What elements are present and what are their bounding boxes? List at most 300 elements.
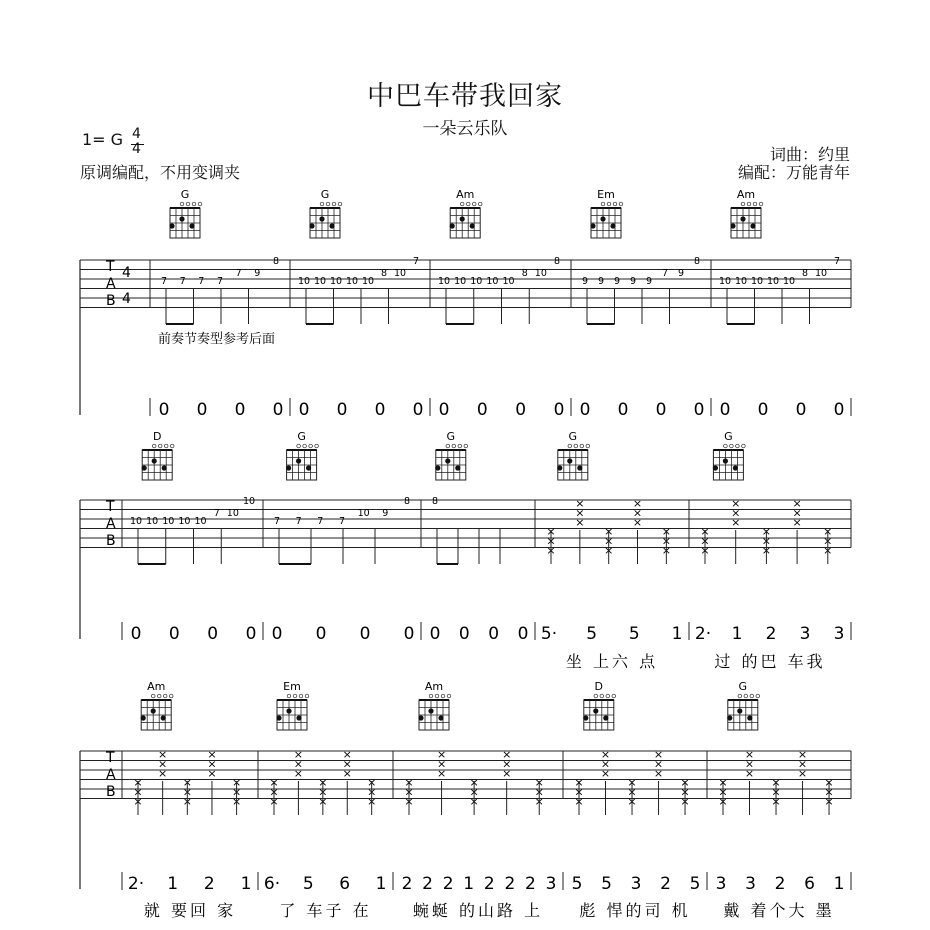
strum-cross: ×	[661, 525, 671, 538]
tab-fret-number: 7	[661, 268, 669, 279]
strum-cross: ×	[792, 506, 802, 520]
tab-fret-number: 10	[194, 516, 207, 527]
numbered-note: 3	[833, 624, 845, 644]
numbered-note: 0	[412, 400, 424, 420]
tab-fret-number: 10	[361, 276, 375, 287]
strum-cross: ×	[293, 748, 304, 761]
tab-fret-number: 10	[486, 276, 499, 287]
strum-cross: ×	[293, 767, 304, 780]
tab-fret-number: 10	[313, 276, 327, 287]
numbered-note: 0	[315, 624, 327, 644]
artist-name: 一朵云乐队	[422, 119, 508, 139]
chord-name: D	[152, 430, 162, 443]
open-string-marker	[458, 444, 462, 448]
open-string-marker	[315, 444, 319, 448]
strum-cross: ×	[469, 776, 479, 789]
open-string-marker	[464, 444, 468, 448]
strum-cross: ×	[207, 767, 217, 780]
open-string-marker	[157, 694, 161, 698]
chord-finger-dot	[470, 223, 475, 228]
strum-cross: ×	[600, 767, 611, 780]
strum-cross: ×	[718, 785, 728, 799]
strum-cross: ×	[546, 544, 556, 557]
chord-name: Am	[147, 680, 166, 693]
tab-fret-number: 10	[242, 496, 256, 507]
open-string-marker	[326, 202, 330, 206]
open-string-marker	[607, 202, 611, 206]
tab-fret-number: 10	[129, 516, 143, 527]
lyric-line: 坐 上六 点	[565, 652, 659, 671]
chord-finger-dot	[603, 715, 608, 720]
numbered-note: 0	[196, 400, 208, 420]
numbered-note: 1	[375, 874, 387, 894]
strum-cross: ×	[731, 516, 741, 529]
tab-fret-number: 7	[338, 516, 346, 527]
strum-cross: ×	[731, 497, 741, 510]
strum-cross: ×	[600, 748, 611, 761]
strum-cross: ×	[632, 516, 643, 529]
strum-cross: ×	[604, 544, 614, 557]
strum-cross: ×	[133, 776, 143, 789]
tab-fret-number: 7	[295, 516, 302, 527]
numbered-note: 5·	[540, 624, 558, 644]
chord-finger-dot	[179, 216, 184, 221]
numbered-note: 0	[272, 400, 284, 420]
numbered-note: 0	[719, 400, 731, 420]
tab-fret-number: 7	[179, 276, 186, 287]
chord-name: Em	[283, 680, 301, 693]
numbered-note: 0	[517, 624, 529, 644]
numbered-note: 2	[525, 874, 536, 894]
tab-fret-number: 9	[254, 268, 261, 279]
chord-finger-dot	[590, 223, 595, 228]
strum-cross: ×	[133, 795, 143, 808]
chord-finger-dot	[329, 223, 334, 228]
chord-finger-dot	[309, 223, 314, 228]
tab-fret-number: 9	[677, 268, 685, 279]
chord-finger-dot	[286, 708, 291, 713]
tab-fret-number: 10	[162, 516, 175, 527]
tab-fret-number: 9	[382, 508, 389, 519]
numbered-note: 0	[429, 624, 441, 644]
numbered-note: 2	[401, 874, 413, 894]
strum-cross: ×	[680, 795, 690, 808]
tab-fret-number: 10	[814, 268, 828, 279]
open-string-marker	[750, 694, 754, 698]
strum-cross: ×	[627, 795, 637, 808]
chord-finger-dot	[460, 216, 465, 221]
numbered-note: 2	[442, 874, 454, 894]
tab-clef-letter: A	[106, 516, 116, 532]
numbered-note: 2	[483, 874, 495, 894]
tab-fret-number: 10	[534, 268, 547, 279]
strum-cross: ×	[269, 785, 279, 799]
open-string-marker	[435, 694, 439, 698]
chord-finger-dot	[152, 458, 157, 463]
strum-cross: ×	[502, 748, 512, 761]
strum-cross: ×	[771, 795, 781, 808]
strum-cross: ×	[718, 776, 728, 789]
chord-finger-dot	[169, 223, 174, 228]
numbered-note: 0	[374, 400, 386, 420]
key-signature: 1= G	[82, 130, 124, 149]
tab-fret-number: 10	[297, 276, 311, 287]
tab-fret-number: 10	[766, 276, 780, 287]
open-string-marker	[738, 694, 742, 698]
tab-fret-number: 10	[470, 276, 483, 287]
chord-finger-dot	[733, 465, 738, 470]
strum-cross: ×	[680, 785, 690, 799]
strum-cross: ×	[436, 757, 447, 771]
tab-fret-number: 8	[693, 256, 701, 267]
chord-finger-dot	[593, 708, 598, 713]
open-string-marker	[741, 202, 745, 206]
open-string-marker	[613, 202, 617, 206]
strum-cross: ×	[744, 757, 755, 771]
chord-name: G	[297, 430, 306, 443]
strum-cross: ×	[404, 776, 414, 789]
strum-cross: ×	[158, 767, 168, 780]
numbered-note: 5	[601, 874, 612, 894]
open-string-marker	[158, 444, 162, 448]
numbered-note: 0	[833, 400, 845, 420]
tab-fret-number: 10	[718, 276, 732, 287]
strum-cross: ×	[575, 506, 585, 520]
strum-cross: ×	[231, 795, 242, 808]
tab-fret-number: 10	[750, 276, 764, 287]
open-string-marker	[756, 694, 760, 698]
strum-cross: ×	[469, 795, 479, 808]
numbered-note: 0	[476, 400, 488, 420]
chord-finger-dot	[296, 715, 301, 720]
strum-cross: ×	[823, 525, 833, 538]
strum-cross: ×	[546, 525, 556, 538]
strum-cross: ×	[600, 757, 611, 771]
strum-cross: ×	[534, 785, 544, 799]
chord-name: G	[738, 680, 748, 693]
chord-name: Am	[456, 188, 475, 201]
numbered-note: 0	[488, 624, 500, 644]
tab-fret-number: 8	[380, 268, 388, 279]
tab-fret-number: 8	[553, 256, 561, 267]
tab-clef-letter: T	[106, 750, 115, 766]
strum-cross: ×	[700, 525, 710, 538]
strum-cross: ×	[653, 757, 664, 771]
tab-time-denominator: 4	[122, 291, 131, 307]
strum-cross: ×	[574, 785, 584, 799]
strum-cross: ×	[574, 776, 584, 789]
strum-cross: ×	[133, 785, 143, 799]
chord-finger-dot	[740, 216, 745, 221]
strum-cross: ×	[502, 757, 512, 771]
strum-cross: ×	[269, 776, 279, 789]
tab-fret-number: 7	[160, 276, 168, 287]
lyric-line: 戴 着个大 墨	[723, 901, 835, 920]
strum-cross: ×	[824, 785, 834, 799]
numbered-note: 1	[731, 624, 743, 644]
numbered-note: 0	[158, 400, 170, 420]
open-string-marker	[619, 202, 623, 206]
numbered-note: 6	[804, 874, 815, 894]
song-title: 中巴车带我回家	[367, 81, 563, 112]
tab-fret-number: 10	[437, 276, 451, 287]
chord-finger-dot	[723, 458, 728, 463]
lyrics-music-credit: 词曲：约里	[769, 145, 850, 164]
open-string-marker	[472, 202, 476, 206]
strum-cross: ×	[661, 544, 671, 557]
strum-cross: ×	[575, 516, 585, 529]
numbered-note: 2	[203, 874, 215, 894]
chord-finger-dot	[435, 465, 440, 470]
strum-cross: ×	[632, 497, 643, 510]
tab-time-numerator: 4	[122, 265, 131, 281]
tab-fret-number: 10	[329, 276, 343, 287]
tab-fret-number: 9	[629, 276, 637, 287]
lyric-line: 蜿蜒 的山路 上	[412, 901, 544, 920]
open-string-marker	[152, 444, 156, 448]
tab-fret-number: 8	[431, 496, 439, 507]
numbered-note: 0	[298, 400, 310, 420]
chord-finger-dot	[319, 216, 324, 221]
chord-name: Am	[736, 188, 756, 201]
tab-clef-letter: T	[106, 499, 115, 515]
chord-name: Am	[424, 680, 444, 693]
tab-fret-number: 9	[613, 276, 621, 287]
strum-cross: ×	[318, 776, 328, 789]
strum-cross: ×	[182, 795, 192, 808]
numbered-note: 5	[689, 874, 701, 894]
open-string-marker	[753, 202, 757, 206]
chord-finger-dot	[567, 458, 572, 463]
strum-cross: ×	[574, 795, 584, 808]
strum-cross: ×	[744, 767, 755, 780]
open-string-marker	[441, 694, 445, 698]
strum-cross: ×	[231, 776, 242, 789]
numbered-note: 3	[745, 874, 756, 894]
open-string-marker	[742, 444, 746, 448]
strum-cross: ×	[404, 785, 414, 799]
open-string-marker	[429, 694, 433, 698]
chord-finger-dot	[727, 715, 732, 720]
open-string-marker	[293, 694, 297, 698]
open-string-marker	[170, 444, 174, 448]
numbered-note: 5	[586, 624, 598, 644]
open-string-marker	[568, 444, 572, 448]
numbered-note: 2	[774, 874, 786, 894]
chord-name: D	[594, 680, 604, 693]
strum-cross: ×	[604, 525, 614, 538]
open-string-marker	[180, 202, 184, 206]
strum-cross: ×	[293, 757, 304, 771]
strum-cross: ×	[367, 795, 377, 808]
numbered-note: 0	[757, 400, 769, 420]
strum-cross: ×	[824, 776, 834, 789]
tab-fret-number: 7	[412, 256, 420, 267]
chord-finger-dot	[583, 715, 588, 720]
strum-cross: ×	[661, 534, 671, 548]
tab-fret-number: 10	[502, 276, 515, 287]
numbered-note: 0	[515, 400, 527, 420]
open-string-marker	[606, 694, 610, 698]
numbered-note: 6·	[263, 874, 281, 894]
tab-fret-number: 10	[345, 276, 359, 287]
strum-cross: ×	[653, 767, 664, 780]
open-string-marker	[452, 444, 456, 448]
open-string-marker	[736, 444, 740, 448]
strum-cross: ×	[318, 785, 328, 799]
tab-fret-number: 10	[782, 276, 796, 287]
numbered-note: 2	[765, 624, 777, 644]
time-signature-denominator: 4	[132, 141, 141, 157]
lyric-line: 彪 悍的司 机	[579, 901, 691, 920]
open-string-marker	[287, 694, 291, 698]
strum-cross: ×	[207, 748, 217, 761]
numbered-note: 0	[617, 400, 629, 420]
strum-cross: ×	[761, 525, 772, 538]
chord-finger-dot	[747, 715, 752, 720]
tab-clef-letter: B	[106, 293, 116, 309]
chord-name: G	[446, 430, 456, 443]
strum-cross: ×	[367, 785, 377, 799]
tab-fret-number: 10	[454, 276, 467, 287]
open-string-marker	[309, 444, 313, 448]
numbered-note: 1	[463, 874, 475, 894]
tab-fret-number: 9	[597, 276, 605, 287]
chord-finger-dot	[600, 216, 605, 221]
open-string-marker	[320, 202, 324, 206]
open-string-marker	[747, 202, 751, 206]
strum-cross: ×	[792, 516, 802, 529]
strum-cross: ×	[771, 776, 781, 789]
open-string-marker	[574, 444, 578, 448]
chord-finger-dot	[730, 223, 735, 228]
lyric-line: 就 要回 家	[143, 901, 237, 920]
strum-cross: ×	[575, 497, 585, 510]
strum-cross: ×	[342, 748, 352, 761]
numbered-note: 1	[167, 874, 179, 894]
strum-cross: ×	[731, 506, 741, 520]
strum-cross: ×	[546, 534, 556, 548]
open-string-marker	[601, 202, 605, 206]
chord-finger-dot	[286, 465, 291, 470]
strum-cross: ×	[653, 748, 664, 761]
numbered-note: 1	[833, 874, 845, 894]
strum-cross: ×	[534, 795, 544, 808]
tab-fret-number: 7	[317, 516, 324, 527]
tab-fret-number: 10	[393, 268, 407, 279]
tab-fret-number: 10	[146, 516, 159, 527]
intro-note: 前奏节奏型参考后面	[158, 332, 276, 347]
open-string-marker	[478, 202, 482, 206]
numbered-note: 0	[795, 400, 807, 420]
open-string-marker	[305, 694, 309, 698]
tab-clef-letter: A	[106, 276, 116, 292]
chord-finger-dot	[276, 715, 281, 720]
open-string-marker	[580, 444, 584, 448]
chord-finger-dot	[418, 715, 423, 720]
chord-finger-dot	[306, 465, 311, 470]
strum-cross: ×	[318, 795, 328, 808]
strum-cross: ×	[761, 544, 772, 557]
numbered-note: 0	[245, 624, 257, 644]
tab-fret-number: 10	[357, 508, 370, 519]
chord-name: Em	[597, 188, 615, 201]
numbered-note: 0	[579, 400, 591, 420]
strum-cross: ×	[718, 795, 728, 808]
chord-finger-dot	[161, 715, 166, 720]
numbered-note: 2	[660, 874, 671, 894]
time-signature-numerator: 4	[132, 126, 141, 142]
strum-cross: ×	[231, 785, 242, 799]
numbered-note: 0	[693, 400, 705, 420]
tab-fret-number: 8	[801, 268, 809, 279]
numbered-note: 0	[359, 624, 371, 644]
strum-cross: ×	[797, 748, 808, 761]
numbered-note: 3	[545, 874, 557, 894]
strum-cross: ×	[182, 776, 192, 789]
strum-cross: ×	[436, 748, 447, 761]
tab-clef-letter: B	[106, 784, 116, 800]
tab-clef-letter: B	[106, 533, 116, 549]
strum-cross: ×	[469, 785, 479, 799]
strum-cross: ×	[158, 757, 168, 771]
chord-finger-dot	[151, 708, 156, 713]
numbered-note: 0	[130, 624, 142, 644]
open-string-marker	[586, 444, 590, 448]
numbered-note: 2·	[127, 874, 145, 894]
numbered-note: 2·	[694, 624, 712, 644]
chord-name: G	[320, 188, 330, 201]
open-string-marker	[151, 694, 155, 698]
numbered-note: 2	[504, 874, 516, 894]
chord-finger-dot	[577, 465, 582, 470]
strum-cross: ×	[182, 785, 192, 799]
numbered-note: 1	[240, 874, 252, 894]
chord-name: G	[180, 188, 190, 201]
strum-cross: ×	[269, 795, 279, 808]
strum-cross: ×	[761, 534, 772, 548]
numbered-note: 0	[207, 624, 219, 644]
lyric-line: 了 车子 在	[279, 901, 372, 920]
open-string-marker	[600, 694, 604, 698]
open-string-marker	[163, 694, 167, 698]
open-string-marker	[192, 202, 196, 206]
numbered-note: 5	[302, 874, 314, 894]
chord-finger-dot	[296, 458, 301, 463]
chord-finger-dot	[189, 223, 194, 228]
tab-fret-number: 7	[213, 508, 220, 519]
tab-fret-number: 7	[273, 516, 281, 527]
strum-cross: ×	[823, 534, 833, 548]
chord-finger-dot	[750, 223, 755, 228]
tab-fret-number: 8	[403, 496, 411, 507]
strum-cross: ×	[534, 776, 544, 789]
numbered-note: 0	[271, 624, 283, 644]
strum-cross: ×	[342, 767, 352, 780]
strum-cross: ×	[744, 748, 755, 761]
chord-name: G	[724, 430, 733, 443]
tab-fret-number: 10	[734, 276, 748, 287]
strum-cross: ×	[627, 785, 637, 799]
chord-name: G	[568, 430, 578, 443]
strum-cross: ×	[627, 776, 637, 789]
open-string-marker	[303, 444, 307, 448]
open-string-marker	[447, 694, 451, 698]
chord-finger-dot	[438, 715, 443, 720]
open-string-marker	[730, 444, 734, 448]
strum-cross: ×	[502, 767, 512, 780]
chord-finger-dot	[455, 465, 460, 470]
